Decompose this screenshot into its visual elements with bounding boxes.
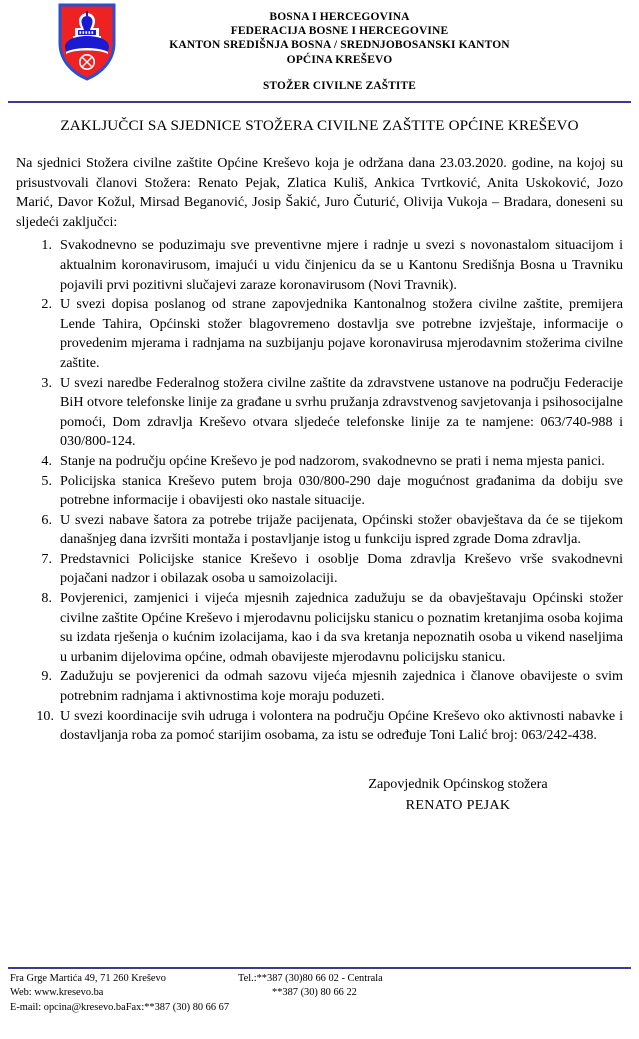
list-item-text: Stanje na području općine Kreševo je pod nadzorom, svakodnevno se prati i nema mjesta panici. [60, 452, 605, 469]
list-item [16, 511, 623, 550]
list-item-text: U svezi nabave šatora za potrebe trijaže pacijenata, Općinski stožer obavještava da će se tijekom današnjeg dana izvršiti montaža i postavljanje istog u funkciju ispred zgrade Doma zdravlja. [60, 511, 623, 548]
footer-telephone: Tel.:**387 (30)80 66 02 - Centrala [238, 973, 383, 984]
header-divider [8, 101, 631, 103]
footer-row [10, 972, 630, 986]
list-item-number: 1. [41, 237, 52, 254]
list-item-text: Predstavnici Policijske stanice Kreševo i osoblje Doma zdravlja Kreševo vrše svakodnevni pojačani nadzor i obilazak osoba u samoizolaciji. [60, 550, 623, 587]
footer-website: Web: www.kresevo.ba [10, 987, 104, 999]
footer-address: Fra Grge Martića 49, 71 260 Kreševo [10, 973, 166, 984]
list-item [16, 589, 623, 667]
list-item [16, 667, 623, 706]
signature-name: RENATO PEJAK [405, 796, 511, 813]
department-subheader: STOŽER CIVILNE ZAŠTITE [263, 79, 416, 92]
coat-of-arms-icon [57, 3, 117, 81]
list-item [16, 707, 623, 746]
list-item [16, 236, 623, 295]
org-line-municipality: OPĆINA KREŠEVO [286, 53, 393, 66]
signature-role: Zapovjednik Općinskog stožera [368, 775, 548, 792]
list-item-text: Policijska stanica Kreševo putem broja 030/800-290 daje mogućnost građanima da dobiju sve potrebne informacije i obavijesti oko nastale situacije. [60, 472, 623, 509]
list-item-number: 6. [41, 511, 52, 528]
list-item-text: U svezi koordinacije svih udruga i volontera na području Općine Kreševo oko aktivnosti nabavke i dostavljanja roba za pomoć starijim osobama, za istu se određuje Toni Lalić broj: 063/242-438. [60, 707, 623, 744]
list-item-number: 5. [41, 472, 52, 489]
list-item-text: Povjerenici, zamjenici i vijeća mjesnih zajednica zadužuju se da obavještavaju Općinski stožer civilne zaštite Općine Kreševo i mjerodavnu policijsku stanicu o poznatim kretanjima osoba kojima su izdata rješenja o kućnim izolacijama, kao i da sva kretanja nepoznatih osoba u vikend naseljima u urbanim dijelovima općine, odmah obavijeste mjerodavnu policijsku stanicu. [60, 590, 623, 665]
list-item [16, 472, 623, 511]
list-item-text: Zadužuju se povjerenici da odmah sazovu vijeća mjesnih zajednica i članove obavijeste o svim potrebnim radnjama i aktivnostima koje moraju poduzeti. [60, 668, 623, 705]
list-item [16, 550, 623, 589]
list-item-number: 4. [41, 452, 52, 469]
list-item-text: U svezi dopisa poslanog od strane zapovjednika Kantonalnog stožera civilne zaštite, premijera Lende Tahira, Općinski stožer blagovremeno dostavlja sve potrebne izvještaje, informacije o provedenim mjerama i radnjama na suzbijanju pojave koronavirusa mjerodavnim stožerima civilne zaštite. [60, 296, 623, 371]
footer-row [10, 986, 630, 1000]
list-item-text: U svezi naredbe Federalnog stožera civilne zaštite da zdravstvene ustanove na području Federacije BiH otvore telefonske linije za građane u svrhu pružanja zdravstvenog savjetovanja i psihosocijalne pomoći, Dom zdravlja Kreševo otvara sljedeće telefonske linije za te namjene: 063/740-988 i 030/800-124. [60, 374, 623, 450]
document-body [0, 116, 639, 816]
footer-row [10, 1001, 630, 1015]
intro-paragraph: Na sjednici Stožera civilne zaštite Općine Kreševo koja je održana dana 23.03.2020. godine, na kojoj su prisustvovali članovi Stožera: Renato Pejak, Zlatica Kuliš, Ankica Tvrtković, Anita Uskoković, Jozo Marić, Davor Kožul, Mirsad Beganović, Josip Šakić, Juro Čuturić, Olivija Vukoja – Bradara, doneseni su sljedeći zaključci: [16, 155, 623, 230]
footer-email-fax: E-mail: opcina@kresevo.baFax:**387 (30) 80 66 67 [10, 1001, 230, 1013]
conclusions-list [16, 236, 623, 745]
list-item [16, 452, 623, 472]
list-item [16, 374, 623, 452]
org-line-federation: FEDERACIJA BOSNE I HERCEGOVINE [230, 25, 449, 38]
signature-block [333, 774, 583, 816]
list-item-text: Svakodnevno se poduzimaju sve preventivne mjere i radnje u svezi s novonastalom situacijom i aktualnim koronavirusom, imajući u vidu činjenicu da se u Kantonu Središnja Bosna u Travniku pojavili prvi pozitivni slučajevi zaraze koronavirusom (Novi Travnik). [60, 237, 623, 293]
letterhead [0, 0, 639, 96]
list-item-number: 3. [41, 374, 52, 391]
footer [10, 972, 630, 1015]
list-item-number: 8. [41, 590, 52, 607]
list-item-number: 9. [41, 668, 52, 685]
list-item-number: 10. [36, 707, 54, 724]
org-line-country: BOSNA I HERCEGOVINA [269, 11, 410, 23]
list-item [16, 295, 623, 373]
list-item-number: 2. [41, 296, 52, 313]
list-item-number: 7. [41, 550, 52, 567]
org-line-canton: KANTON SREDIŠNJA BOSNA / SREDNJOBOSANSKI KANTON [169, 39, 510, 52]
footer-divider [8, 967, 631, 969]
page-title: ZAKLJUČCI SA SJEDNICE STOŽERA CIVILNE ZAŠTITE OPĆINE KREŠEVO [60, 117, 579, 134]
footer-telephone-secondary: **387 (30) 80 66 22 [272, 987, 357, 999]
